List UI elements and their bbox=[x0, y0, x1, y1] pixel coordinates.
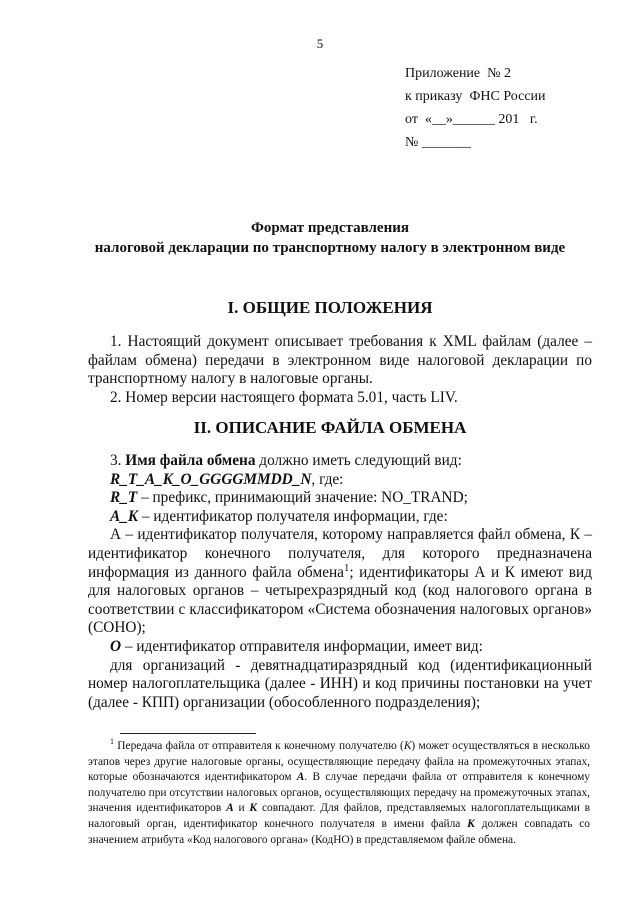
rt-label: R_T bbox=[110, 489, 138, 507]
section-2-body bbox=[88, 452, 592, 712]
title-line-1: Формат представления bbox=[251, 220, 409, 236]
footnote bbox=[88, 739, 590, 848]
ak-definition bbox=[88, 508, 592, 527]
page-number: 5 bbox=[316, 36, 324, 51]
footnote-a-1: А bbox=[296, 771, 305, 784]
footnote-a-2: А bbox=[226, 802, 234, 815]
footnote-text-1: Передача файла от отправителя к конечному получателю ( bbox=[113, 740, 404, 752]
appendix-order: к приказу ФНС России bbox=[405, 89, 546, 104]
o-label: O bbox=[110, 637, 122, 655]
rt-definition bbox=[88, 489, 592, 508]
footnote-number: 1 bbox=[110, 737, 114, 747]
appendix-block bbox=[405, 62, 546, 154]
footnote-reference: 1 bbox=[343, 561, 350, 574]
a-text-part-1: А – идентификатор получателя, которому направляется файл обмена, К – идентификатор конечного получателя, для которого предназначена информация из данного файла обмена bbox=[88, 526, 592, 581]
a-text-part-2: ; идентификаторы А и К имеют вид для налоговых органов – четырехразрядный код (код налогового органа в соответствии с классификатором «Система обозначения налоговых органов» (СОНО); bbox=[88, 563, 592, 637]
footnote-divider bbox=[120, 733, 256, 734]
footnote-text-3: . В случае передачи файла от отправителя к конечному получателю при отсутствии налоговых органов, осуществляющих передачу на промежуточных этапах, значения идентификаторов bbox=[88, 771, 590, 815]
appendix-order-number: № _______ bbox=[405, 135, 471, 150]
o-definition bbox=[88, 638, 592, 657]
footnote-k-2: К bbox=[249, 802, 258, 815]
organization-description: для организаций - девятнадцатиразрядный код (идентификационный номер налогоплательщика (далее - ИНН) и код причины постановки на учет (далее - КПП) организации (обособленного подразделения); bbox=[88, 656, 592, 711]
o-text: – идентификатор отправителя информации, имеет вид: bbox=[121, 637, 483, 655]
pattern-suffix: , где: bbox=[311, 470, 344, 488]
footnote-text-2: ) может осуществляться в несколько этапов через другие налоговые органы, осуществляющие передачу файла на промежуточных этапах, которые обозначаются идентификатором bbox=[88, 740, 590, 784]
footnote-k-1: К bbox=[403, 740, 412, 752]
ak-text: – идентификатор получателя информации, где: bbox=[138, 507, 448, 525]
rt-text: – префикс, принимающий значение: NO_TRAND; bbox=[137, 489, 468, 507]
footnote-text-6: должен совпадать со значением атрибута «Код налогового органа» (КодНО) в представляемом файле обмена. bbox=[88, 817, 590, 846]
paragraph-1: 1. Настоящий документ описывает требования к XML файлам (далее – файлам обмена) передачи в электронном виде налоговой декларации по транспортному налогу в налоговые органы. bbox=[88, 333, 592, 388]
section-1-heading: I. ОБЩИЕ ПОЛОЖЕНИЯ bbox=[227, 298, 433, 317]
file-name-pattern-line bbox=[88, 471, 592, 490]
section-2-heading: II. ОПИСАНИЕ ФАЙЛА ОБМЕНА bbox=[193, 418, 467, 437]
paragraph-2: 2. Номер версии настоящего формата 5.01, часть LIV. bbox=[110, 388, 458, 406]
p3-bold-term: Имя файла обмена bbox=[125, 452, 256, 469]
a-k-description bbox=[88, 526, 592, 638]
section-1-body bbox=[88, 333, 592, 407]
footnote-text-4: и bbox=[233, 802, 250, 815]
ak-label: A_K bbox=[110, 507, 139, 525]
footnote-k-3: К bbox=[467, 817, 475, 830]
document-title bbox=[60, 218, 600, 258]
footnote-text-5: совпадают. Для файлов, представляемых налогоплательщиками в налоговый орган, идентификатор конечного получателя в имени файла bbox=[88, 802, 590, 830]
appendix-number: Приложение № 2 bbox=[405, 66, 511, 81]
file-name-pattern: R_T_A_K_O_GGGGMMDD_N bbox=[110, 470, 312, 488]
p3-rest: должно иметь следующий вид: bbox=[255, 452, 462, 469]
paragraph-3 bbox=[88, 452, 592, 471]
title-line-2: налоговой декларации по транспортному налогу в электронном виде bbox=[94, 240, 566, 256]
p3-number: 3. bbox=[110, 452, 126, 469]
appendix-date: от «__»______ 201 г. bbox=[405, 112, 538, 127]
